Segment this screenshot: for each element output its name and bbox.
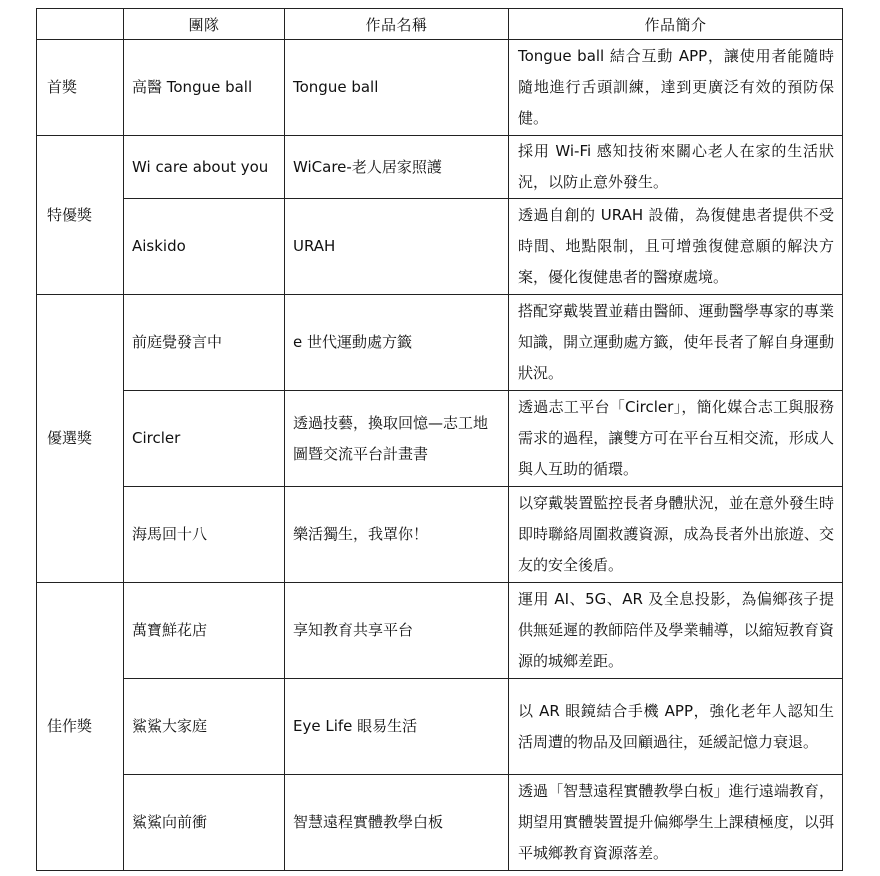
work-cell: URAH <box>285 199 509 295</box>
category-cell: 特優獎 <box>37 136 124 295</box>
table-row <box>37 199 843 295</box>
work-cell: 樂活獨生，我罩你！ <box>285 487 509 583</box>
description-cell: 以穿戴裝置監控長者身體狀況，並在意外發生時即時聯絡周圍救護資源，成為長者外出旅遊、交友的安全後盾。 <box>509 487 843 583</box>
team-cell: 前庭覺發言中 <box>124 295 285 391</box>
table-header <box>37 9 843 40</box>
description-cell: 透過志工平台「Circler」，簡化媒合志工與服務需求的過程，讓雙方可在平台互相交流，形成人與人互助的循環。 <box>509 391 843 487</box>
team-cell: 高醫 Tongue ball <box>124 40 285 136</box>
header-category <box>37 9 124 40</box>
work-cell: 透過技藝，換取回憶—志工地圖暨交流平台計畫書 <box>285 391 509 487</box>
description-cell: 以 AR 眼鏡結合手機 APP，強化老年人認知生活周遭的物品及回顧過往，延緩記憶力衰退。 <box>509 679 843 775</box>
table-row <box>37 487 843 583</box>
work-cell: 享知教育共享平台 <box>285 583 509 679</box>
table-row <box>37 775 843 871</box>
description-cell: Tongue ball 結合互動 APP，讓使用者能隨時隨地進行舌頭訓練，達到更廣泛有效的預防保健。 <box>509 40 843 136</box>
team-cell: 鯊鯊大家庭 <box>124 679 285 775</box>
team-cell: Aiskido <box>124 199 285 295</box>
team-cell: 鯊鯊向前衝 <box>124 775 285 871</box>
table-body <box>37 40 843 871</box>
description-cell: 搭配穿戴裝置並藉由醫師、運動醫學專家的專業知識，開立運動處方籤，使年長者了解自身運動狀況。 <box>509 295 843 391</box>
description-cell: 透過「智慧遠程實體教學白板」進行遠端教育，期望用實體裝置提升偏鄉學生上課積極度，以弭平城鄉教育資源落差。 <box>509 775 843 871</box>
table-row <box>37 391 843 487</box>
table-row <box>37 679 843 775</box>
work-cell: 智慧遠程實體教學白板 <box>285 775 509 871</box>
awards-table <box>36 8 843 871</box>
category-cell: 佳作獎 <box>37 583 124 871</box>
header-work: 作品名稱 <box>285 9 509 40</box>
work-cell: WiCare-老人居家照護 <box>285 136 509 199</box>
team-cell: 海馬回十八 <box>124 487 285 583</box>
work-cell: e 世代運動處方籤 <box>285 295 509 391</box>
header-description: 作品簡介 <box>509 9 843 40</box>
description-cell: 透過自創的 URAH 設備，為復健患者提供不受時間、地點限制，且可增強復健意願的解決方案，優化復健患者的醫療處境。 <box>509 199 843 295</box>
team-cell: Circler <box>124 391 285 487</box>
header-row <box>37 9 843 40</box>
work-cell: Eye Life 眼易生活 <box>285 679 509 775</box>
table-row <box>37 136 843 199</box>
header-team: 團隊 <box>124 9 285 40</box>
table-row <box>37 295 843 391</box>
description-cell: 運用 AI、5G、AR 及全息投影，為偏鄉孩子提供無延遲的教師陪伴及學業輔導，以縮短教育資源的城鄉差距。 <box>509 583 843 679</box>
category-cell: 首獎 <box>37 40 124 136</box>
description-cell: 採用 Wi-Fi 感知技術來關心老人在家的生活狀況，以防止意外發生。 <box>509 136 843 199</box>
team-cell: Wi care about you <box>124 136 285 199</box>
work-cell: Tongue ball <box>285 40 509 136</box>
table-row <box>37 40 843 136</box>
category-cell: 優選獎 <box>37 295 124 583</box>
table-row <box>37 583 843 679</box>
team-cell: 萬寶鮮花店 <box>124 583 285 679</box>
